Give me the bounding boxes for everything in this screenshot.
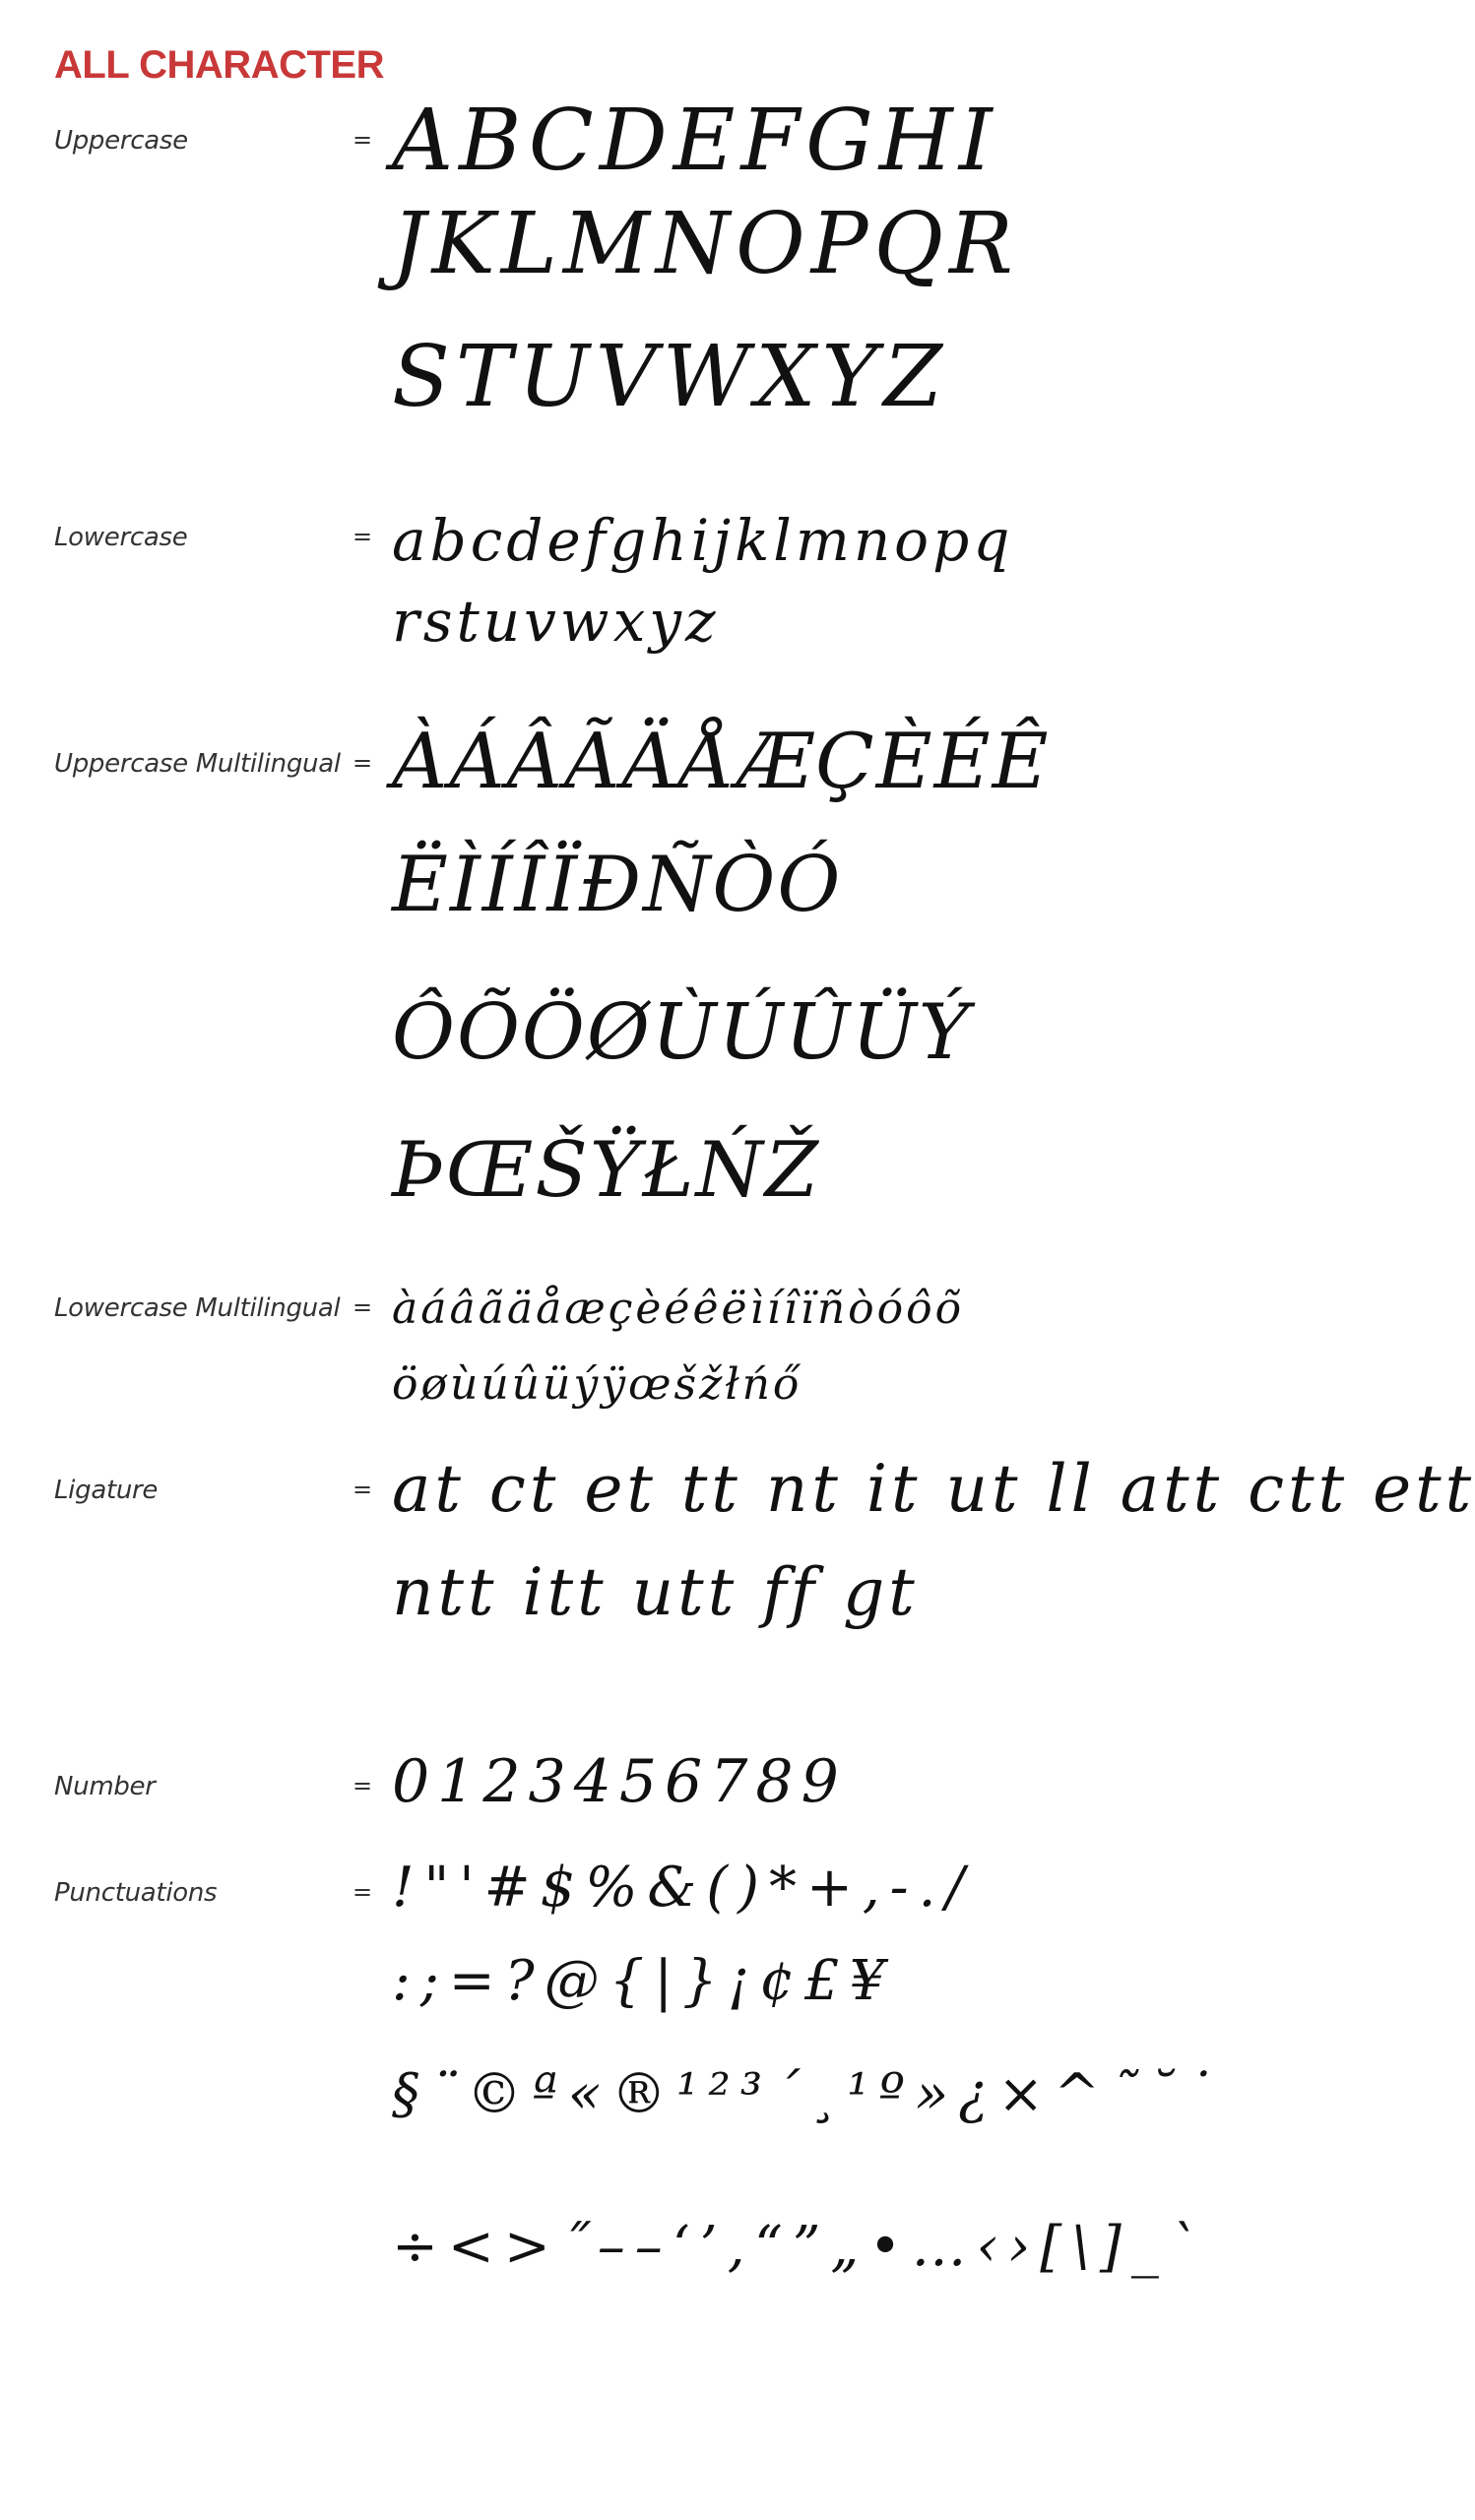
equals-sign: = [353,126,373,154]
glyph-line-punctuations-2: :;=?@{|}¡¢£¥ [392,1949,895,2013]
section-label-uppercase-multilingual: Uppercase Multilingual [54,749,341,779]
page-title: ALL CHARACTER [54,43,384,87]
glyph-line-ligature-1: at ct et tt nt it ut ll att ctt ett [392,1451,1475,1527]
equals-sign: = [353,749,373,777]
equals-sign: = [353,1772,373,1799]
glyph-line-punctuations-1: !"'#$%&()*+,-./ [392,1856,975,1920]
section-label-lowercase-multilingual: Lowercase Multilingual [54,1293,341,1323]
section-label-lowercase: Lowercase [54,523,188,552]
glyph-line-punctuations-4: ÷<>˝––‘’‚“”„•…‹›[\]_` [392,2215,1206,2279]
glyph-line-lowercase-multilingual-1: àáâãäåæçèéêëìíîïñòóôõ [392,1284,965,1334]
section-label-punctuations: Punctuations [54,1878,218,1908]
section-label-ligature: Ligature [54,1476,159,1505]
equals-sign: = [353,1476,373,1503]
equals-sign: = [353,1293,373,1321]
glyph-line-uppercase-1: ABCDEFGHI [392,92,998,190]
section-label-uppercase: Uppercase [54,126,188,156]
glyph-line-ligature-2: ntt itt utt ff gt [392,1554,919,1630]
glyph-line-lowercase-2: rstuvwxyz [392,588,720,655]
glyph-line-lowercase-1: abcdefghijklmnopq [392,507,1014,574]
equals-sign: = [353,1878,373,1906]
equals-sign: = [353,523,373,550]
section-label-number: Number [54,1772,156,1801]
glyph-line-lowercase-multilingual-2: öøùúûüýÿœšžłńő [392,1359,802,1410]
glyph-line-uppercase-multilingual-1: ÀÁÂÃÄÅÆÇÈÉÊ [392,718,1051,806]
glyph-line-uppercase-2: JKLMNOPQR [392,195,1019,293]
glyph-line-punctuations-3: §¨©ª«®¹²³´¸¹º»¿×^˜˘˙ [392,2062,1223,2126]
glyph-line-uppercase-3: STUVWXYZ [392,328,949,426]
glyph-line-uppercase-multilingual-4: ÞŒŠŸŁŃŽ [392,1126,820,1215]
glyph-line-uppercase-multilingual-3: ÔÕÖØÙÚÛÜÝ [392,988,972,1077]
glyph-line-uppercase-multilingual-2: ËÌÍÎÏÐÑÒÓ [392,841,843,929]
glyph-line-number-1: 0123456789 [392,1747,847,1816]
